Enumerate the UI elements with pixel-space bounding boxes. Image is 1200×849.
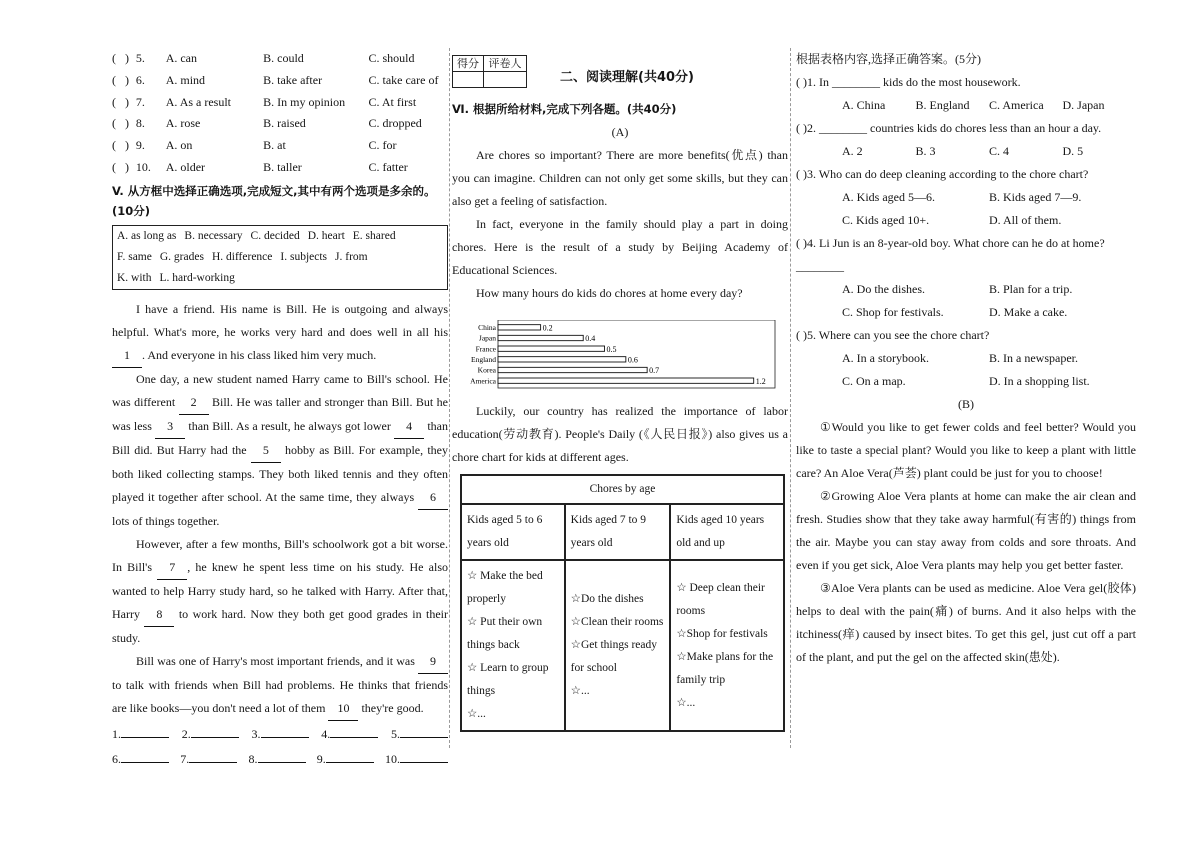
option[interactable]: A. 2 bbox=[842, 144, 863, 158]
option[interactable]: C. 4 bbox=[989, 144, 1010, 158]
option[interactable]: D. All of them. bbox=[989, 213, 1062, 227]
passage-paragraph: One day, a new student named Harry came to Bill's school. He was different 2 Bill. He was taller and stronger than Bill. But he was less 3 than Bill. As a result, he always got lower 4 than Bill did. But Harry had the 5 hobby as Bill. For example, they both liked collecting stamps. They both liked tennis and they often played it together after school. At the same time, they always 6 lots of things together. bbox=[112, 371, 448, 528]
option[interactable]: B. 3 bbox=[915, 144, 936, 158]
option[interactable]: B. England bbox=[915, 98, 970, 112]
word-option: E. shared bbox=[352, 229, 396, 242]
section5-heading: V. 从方框中选择正确选项,完成短文,其中有两个选项是多余的。(10分) bbox=[112, 183, 436, 218]
passage-b-paragraph: ③Aloe Vera plants can be used as medicine. Aloe Vera gel(胶体) helps to deal with the pain(痛) of burns. And it also helps with the itchiness(痒) caused by insect bites. To get this gel, just cut off a part of the plant, and put the gel on the affected skin(患处). bbox=[796, 581, 1136, 664]
section-title: 二、阅读理解(共40分) bbox=[560, 70, 694, 85]
option[interactable]: D. Make a cake. bbox=[989, 305, 1068, 319]
answer-slot[interactable] bbox=[112, 723, 169, 746]
option-b: B. could bbox=[263, 51, 304, 65]
question-number: 10. bbox=[135, 159, 151, 174]
answer-number: 9. bbox=[316, 751, 326, 766]
question-options bbox=[796, 140, 1136, 163]
question-stem: ( )3. Who can do deep cleaning according to the chore chart? bbox=[796, 167, 1089, 181]
instructions: Ⅵ. 根据所给材料,完成下列各题。(共40分) bbox=[452, 102, 677, 116]
question-stem: ( )4. Li Jun is an 8-year-old boy. What chore can he do at home? ________ bbox=[796, 236, 1105, 273]
chart-category-label: England bbox=[471, 355, 496, 364]
answer-slot[interactable] bbox=[317, 748, 374, 771]
option-b: B. take after bbox=[263, 72, 323, 87]
chart-category-label: Korea bbox=[477, 365, 496, 375]
cloze-passage bbox=[112, 298, 448, 721]
column-divider-right bbox=[790, 48, 791, 748]
chart-category-label: America bbox=[470, 376, 496, 386]
answer-number: 3. bbox=[251, 726, 261, 741]
cloze-blank: 9 bbox=[418, 650, 448, 674]
answer-line[interactable] bbox=[400, 737, 448, 738]
passage-b-paragraph: ①Would you like to get fewer colds and feel better? Would you like to taste a special plant? Would you like to keep a plant with little care? An Aloe Vera(芦荟) plant could be just for you to choose! bbox=[796, 420, 1136, 480]
option[interactable]: D. 5 bbox=[1062, 144, 1084, 158]
word-option: J. from bbox=[335, 250, 368, 263]
word-option: H. difference bbox=[211, 250, 273, 263]
answer-line[interactable] bbox=[189, 762, 237, 763]
question-options bbox=[796, 278, 1136, 324]
cloze-blank: 8 bbox=[144, 603, 174, 627]
option-b: B. In my opinion bbox=[263, 94, 346, 109]
question-stem: ( )5. Where can you see the chore chart? bbox=[796, 328, 990, 342]
score-table bbox=[452, 55, 527, 88]
answer-bracket[interactable]: ( ) bbox=[112, 138, 129, 153]
option[interactable]: C. Kids aged 10+. bbox=[842, 213, 930, 227]
chart-value-label: 0.5 bbox=[606, 344, 617, 354]
answer-number: 7. bbox=[180, 751, 190, 766]
answer-line[interactable] bbox=[258, 762, 306, 763]
option[interactable]: C. On a map. bbox=[842, 374, 906, 388]
option-b: B. taller bbox=[263, 159, 302, 174]
word-option: K. with bbox=[117, 271, 152, 284]
cloze-blank: 5 bbox=[251, 439, 281, 463]
option-c: C. dropped bbox=[368, 116, 422, 131]
word-box-row bbox=[117, 226, 443, 247]
answer-number: 10. bbox=[385, 751, 400, 766]
question-options bbox=[796, 94, 1136, 117]
chore-item: ☆Shop for festivals bbox=[676, 627, 768, 640]
chore-item: ☆ Deep clean their rooms bbox=[676, 581, 765, 617]
chores-bar-chart bbox=[470, 320, 780, 392]
answer-bracket[interactable]: ( ) bbox=[112, 94, 129, 109]
chores-col-10-up bbox=[670, 560, 784, 731]
question-number: 8. bbox=[135, 116, 145, 131]
answer-bracket[interactable]: ( ) bbox=[112, 72, 129, 87]
word-box-row bbox=[117, 268, 443, 289]
chore-item: ☆ Learn to group things bbox=[467, 662, 549, 697]
answer-number: 2. bbox=[181, 726, 191, 741]
word-option: D. heart bbox=[307, 229, 345, 242]
option[interactable]: D. Japan bbox=[1062, 98, 1105, 112]
chores-header-10-up: Kids aged 10 years old and up bbox=[670, 504, 784, 560]
option[interactable]: B. Plan for a trip. bbox=[989, 282, 1073, 296]
word-box-row bbox=[117, 247, 443, 268]
chart-value-label: 1.2 bbox=[755, 376, 766, 386]
chart-value-label: 0.6 bbox=[627, 355, 638, 365]
chart-value-label: 0.2 bbox=[542, 323, 553, 333]
chores-header-5-6: Kids aged 5 to 6 years old bbox=[461, 504, 565, 560]
option-row bbox=[112, 70, 448, 92]
option[interactable]: A. Do the dishes. bbox=[842, 282, 925, 296]
answer-line[interactable] bbox=[121, 762, 169, 763]
chart-category-label: France bbox=[475, 344, 496, 354]
right-column bbox=[796, 48, 1136, 669]
option-b: B. raised bbox=[263, 116, 306, 131]
cloze-blank: 4 bbox=[394, 415, 424, 439]
chore-item: ☆... bbox=[676, 696, 696, 709]
reading-questions bbox=[796, 71, 1136, 393]
cloze-blank: 1 bbox=[112, 344, 142, 368]
cloze-blank: 2 bbox=[179, 391, 209, 415]
answer-slot[interactable] bbox=[249, 748, 306, 771]
passage-paragraph: I have a friend. His name is Bill. He is outgoing and always helpful. What's more, he works very hard and does well in all his 1 . And everyone in his class liked him very much. bbox=[112, 298, 448, 368]
passage-a-para1: Are chores so important? There are more benefits(优点) than you can imagine. Children can not only get some skills, but they can also get a feeling of satisfaction. bbox=[452, 148, 788, 208]
word-option: B. necessary bbox=[184, 229, 243, 242]
answer-number: 8. bbox=[248, 751, 258, 766]
middle-column-lower bbox=[452, 400, 788, 469]
word-option: G. grades bbox=[159, 250, 204, 263]
answer-number: 6. bbox=[112, 751, 121, 766]
answer-slot[interactable] bbox=[182, 723, 239, 746]
cloze-blank: 7 bbox=[157, 556, 187, 580]
word-box bbox=[112, 225, 448, 290]
answer-bracket[interactable]: ( ) bbox=[112, 159, 129, 174]
option[interactable]: A. Kids aged 5—6. bbox=[842, 190, 935, 204]
answer-bracket[interactable]: ( ) bbox=[112, 51, 129, 65]
column-divider-left bbox=[449, 48, 450, 748]
passage-b bbox=[796, 416, 1136, 669]
option-row bbox=[112, 135, 448, 157]
chores-table bbox=[460, 474, 785, 732]
chart-bar bbox=[498, 335, 583, 340]
chart-category-label: Japan bbox=[478, 333, 496, 343]
question-stem: ( )2. ________ countries kids do chores less than an hour a day. bbox=[796, 121, 1102, 135]
option-c: C. take care of bbox=[368, 72, 439, 87]
question-number: 9. bbox=[135, 138, 145, 153]
chart-question: How many hours do kids do chores at home every day? bbox=[476, 286, 743, 300]
chore-item: ☆... bbox=[467, 708, 486, 720]
answer-slot[interactable] bbox=[391, 723, 448, 746]
answer-row-1 bbox=[112, 723, 448, 746]
chores-header-7-9: Kids aged 7 to 9 years old bbox=[565, 504, 671, 560]
option-c: C. fatter bbox=[368, 159, 408, 174]
question-number: 7. bbox=[135, 94, 145, 109]
question-options bbox=[796, 186, 1136, 232]
cloze-blank: 10 bbox=[328, 697, 358, 721]
chore-item: ☆Clean their rooms bbox=[570, 616, 664, 628]
option-c: C. At first bbox=[368, 94, 417, 109]
question-number: 6. bbox=[135, 72, 145, 87]
answer-slot[interactable] bbox=[385, 748, 448, 771]
option[interactable]: C. Shop for festivals. bbox=[842, 305, 944, 319]
passage-paragraph: However, after a few months, Bill's schoolwork got a bit worse. In Bill's 7 , he knew he spent less time on his study. He also wanted to help Harry study hard, so he talked with Harry. After that, Harry 8 to work hard. Now they both get good grades in their study. bbox=[112, 536, 448, 645]
option[interactable]: A. In a storybook. bbox=[842, 351, 929, 365]
chores-col-5-6 bbox=[461, 560, 565, 731]
grader-header: 评卷人 bbox=[484, 56, 527, 72]
question-stem: ( )1. In ________ kids do the most housework. bbox=[796, 75, 1021, 89]
chores-col-7-9 bbox=[565, 560, 671, 731]
answer-slot[interactable] bbox=[252, 723, 309, 746]
right-instruction: 根据表格内容,选择正确答案。(5分) bbox=[796, 52, 981, 66]
question-options bbox=[796, 347, 1136, 393]
option-row bbox=[112, 113, 448, 135]
option-a: A. can bbox=[165, 51, 198, 65]
option-c: C. for bbox=[368, 138, 397, 153]
chore-item: ☆Do the dishes bbox=[570, 593, 644, 605]
option-a: A. mind bbox=[165, 72, 206, 87]
option[interactable]: A. China bbox=[842, 98, 886, 112]
cloze-blank: 3 bbox=[155, 415, 185, 439]
option[interactable]: B. In a newspaper. bbox=[989, 351, 1078, 365]
option-a: A. As a result bbox=[165, 94, 232, 109]
passage-paragraph: Bill was one of Harry's most important friends, and it was 9 to talk with friends when Bill had problems. He thinks that friends are like books—you don't need a lot of them 10 they're good. bbox=[112, 650, 448, 721]
passage-a-para2: In fact, everyone in the family should play a part in doing chores. Here is the result of a study by Beijing Academy of Educational Sciences. bbox=[452, 217, 788, 277]
question-number: 5. bbox=[135, 51, 145, 65]
passage-label-b: (B) bbox=[958, 397, 974, 411]
chore-item: ☆... bbox=[570, 685, 590, 697]
chore-item: ☆ Put their own things back bbox=[467, 616, 543, 651]
answer-number: 5. bbox=[391, 726, 400, 741]
option[interactable]: D. In a shopping list. bbox=[989, 374, 1090, 388]
chore-item: ☆Get things ready for school bbox=[570, 639, 657, 674]
answer-slot[interactable] bbox=[321, 723, 378, 746]
grader-cell[interactable] bbox=[484, 72, 527, 88]
option-a: A. older bbox=[165, 159, 206, 174]
middle-column bbox=[452, 98, 788, 305]
passage-a-para3: Luckily, our country has realized the importance of labor education(劳动教育). People's Daily (《人民日报》) also gives us a chore chart for kids at different ages. bbox=[452, 404, 788, 464]
option[interactable]: B. Kids aged 7—9. bbox=[989, 190, 1082, 204]
option-row bbox=[112, 92, 448, 114]
answer-line[interactable] bbox=[326, 762, 374, 763]
answer-line[interactable] bbox=[330, 737, 378, 738]
option-b: B. at bbox=[263, 138, 286, 153]
cloze-blank: 6 bbox=[418, 486, 448, 510]
answer-row-2 bbox=[112, 748, 448, 771]
option-row bbox=[112, 48, 448, 70]
option[interactable]: C. America bbox=[989, 98, 1044, 112]
chore-item: ☆Make plans for the family trip bbox=[676, 650, 774, 686]
answer-line[interactable] bbox=[261, 737, 309, 738]
answer-bracket[interactable]: ( ) bbox=[112, 116, 129, 131]
chart-bar bbox=[498, 378, 754, 383]
chart-value-label: 0.4 bbox=[585, 334, 596, 344]
word-option: F. same bbox=[117, 250, 152, 263]
score-header: 得分 bbox=[453, 56, 484, 72]
answer-line[interactable] bbox=[121, 737, 169, 738]
left-column bbox=[112, 48, 448, 771]
answer-number: 1. bbox=[112, 726, 121, 741]
word-option: I. subjects bbox=[280, 250, 328, 263]
word-option: C. decided bbox=[250, 229, 300, 242]
chores-caption: Chores by age bbox=[461, 475, 784, 504]
option-c: C. should bbox=[368, 51, 415, 65]
score-cell[interactable] bbox=[453, 72, 484, 88]
word-option: A. as long as bbox=[117, 229, 177, 242]
answer-slot[interactable] bbox=[180, 748, 237, 771]
chart-category-label: China bbox=[478, 323, 496, 332]
chart-bar bbox=[498, 346, 605, 351]
cloze-options bbox=[112, 48, 448, 179]
option-a: A. rose bbox=[165, 116, 201, 131]
answer-slot[interactable] bbox=[112, 748, 169, 771]
passage-b-paragraph: ②Growing Aloe Vera plants at home can make the air clean and fresh. Studies show that they take away harmful(有害的) things from the air. Maybe you can stay away from colds and sore throats. And even if you get sick, Aloe Vera plants may help you get better faster. bbox=[796, 489, 1136, 572]
answer-line[interactable] bbox=[191, 737, 239, 738]
chore-item: ☆ Make the bed properly bbox=[467, 570, 543, 605]
chart-bar bbox=[498, 357, 626, 362]
chart-value-label: 0.7 bbox=[649, 366, 660, 376]
option-a: A. on bbox=[165, 138, 193, 153]
word-option: L. hard-working bbox=[159, 271, 235, 284]
option-row bbox=[112, 157, 448, 179]
chart-bar bbox=[498, 367, 647, 372]
chart-bar bbox=[498, 325, 541, 330]
answer-number: 4. bbox=[321, 726, 331, 741]
passage-label-a: (A) bbox=[611, 125, 629, 139]
answer-line[interactable] bbox=[400, 762, 448, 763]
